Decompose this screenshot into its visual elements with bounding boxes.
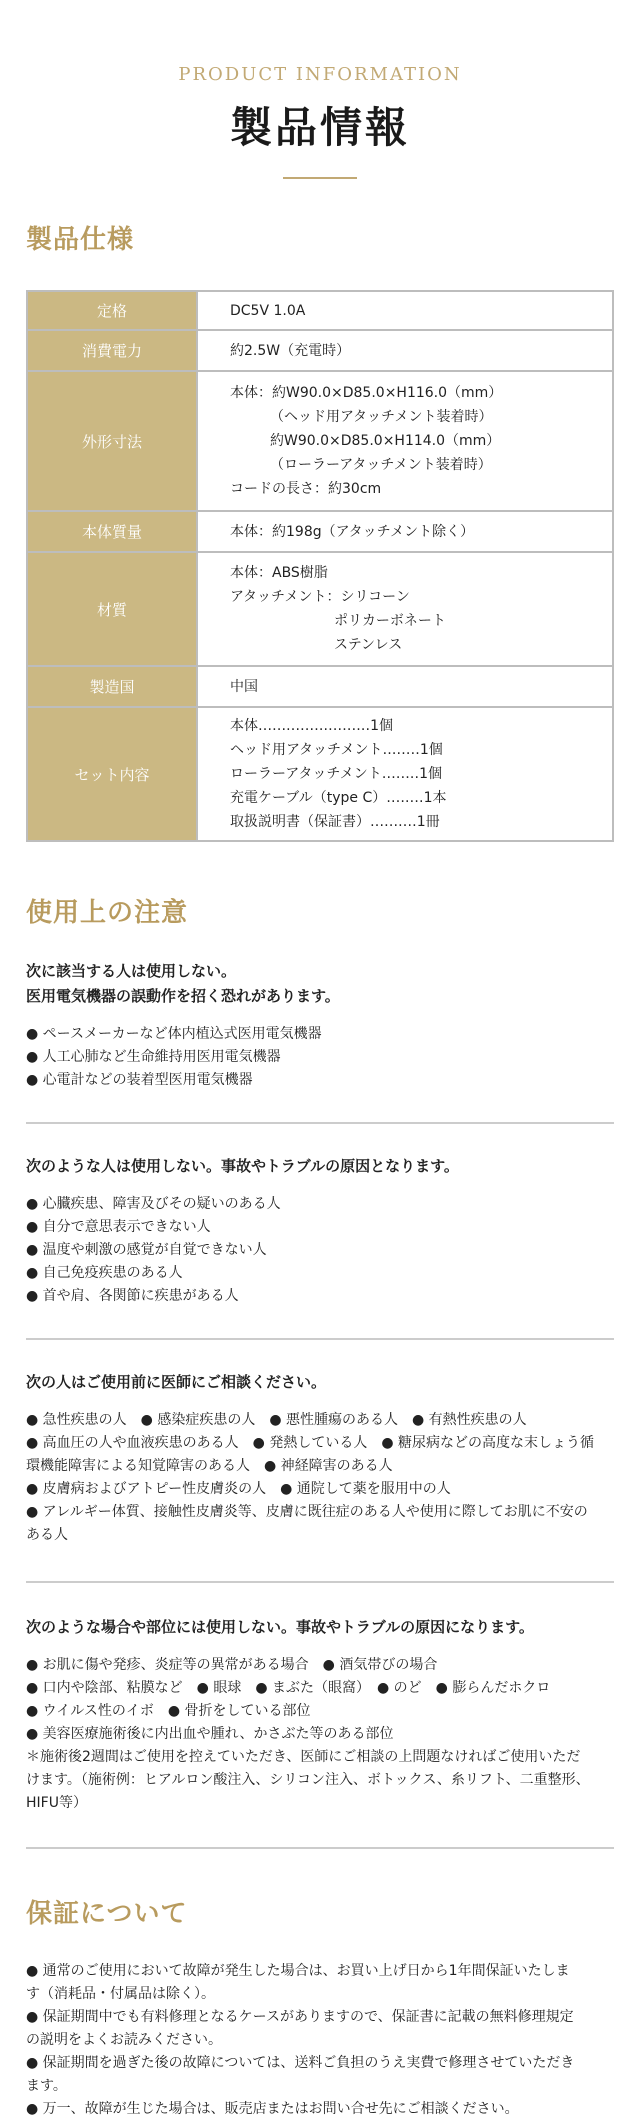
spec-line: 本体：ABS樹脂 — [230, 565, 328, 581]
list-item: ● 保証期間を過ぎた後の故障については、送料ご負担のうえ実費で修理させていただき — [26, 2055, 575, 2071]
spec-line: 本体‥‥‥‥‥‥‥‥‥‥‥‥1個 — [230, 718, 394, 734]
divider — [26, 1122, 614, 1124]
list-item: の説明をよくお読みください。 — [26, 2032, 222, 2048]
warranty-section-title: 保証について — [26, 1899, 188, 1929]
list-item: ● お肌に傷や発疹、炎症等の異常がある場合 ● 酒気帯びの場合 — [26, 1657, 438, 1673]
spec-value — [197, 707, 613, 841]
page-header — [26, 0, 614, 179]
list-item: ● 急性疾患の人 ● 感染症疾患の人 ● 悪性腫瘍のある人 ● 有熱性疾患の人 — [26, 1412, 527, 1428]
spec-table — [26, 290, 614, 842]
spec-label: 外形寸法 — [27, 371, 197, 511]
spec-line: 本体：約W90.0×D85.0×H116.0（mm） — [230, 385, 503, 401]
spec-line: 中国 — [230, 678, 258, 695]
list-item: ● 美容医療施術後に内出血や腫れ、かさぶた等のある部位 — [26, 1726, 394, 1742]
spec-label: セット内容 — [27, 707, 197, 841]
table-row — [27, 291, 613, 330]
table-row — [27, 707, 613, 841]
title-underline — [283, 177, 357, 179]
spec-line: アタッチメント：シリコーン — [230, 589, 410, 605]
list-item: ● 自己免疫疾患のある人 — [26, 1265, 183, 1281]
spec-value — [197, 330, 613, 371]
list-item: ● 保証期間中でも有料修理となるケースがありますので、保証書に記載の無料修理規定 — [26, 2009, 574, 2025]
table-row — [27, 371, 613, 511]
list-item: ＊施術後2週間はご使用を控えていただき、医師にご相談の上問題なければご使用いただ — [26, 1749, 581, 1765]
divider — [26, 1338, 614, 1340]
list-item: ● 自分で意思表示できない人 — [26, 1219, 211, 1235]
list-item: ● 人工心肺など生命維持用医用電気機器 — [26, 1049, 281, 1065]
spec-label: 定格 — [27, 291, 197, 330]
divider — [26, 1847, 614, 1849]
spec-line: 本体：約198g（アタッチメント除く） — [230, 523, 475, 540]
caution-list — [26, 1654, 614, 1815]
table-row — [27, 552, 613, 666]
list-item: ● 心臓疾患、障害及びその疑いのある人 — [26, 1196, 281, 1212]
warranty-list — [26, 1960, 614, 2121]
page-title: 製品情報 — [229, 103, 410, 152]
spec-line: 充電ケーブル（type C）‥‥‥‥1本 — [230, 790, 447, 806]
spec-value — [197, 371, 613, 511]
caution-list — [26, 1193, 614, 1308]
spec-label: 消費電力 — [27, 330, 197, 371]
list-item: ます。 — [26, 2078, 67, 2094]
list-item: ● 心電計などの装着型医用電気機器 — [26, 1072, 253, 1088]
caution-heading — [26, 959, 614, 1009]
spec-line: 約W90.0×D85.0×H114.0（mm） — [270, 433, 501, 449]
caution-list — [26, 1023, 614, 1092]
spec-line: DC5V 1.0A — [230, 302, 306, 319]
caution-heading — [26, 1615, 614, 1640]
spec-line: ローラーアタッチメント‥‥‥‥1個 — [230, 766, 443, 782]
caution-heading — [26, 1154, 614, 1179]
list-item: ● 高血圧の人や血液疾患のある人 ● 発熱している人 ● 糖尿病などの高度な末しょう循 — [26, 1435, 594, 1451]
caution-heading-line: 次のような場合や部位には使用しない。事故やトラブルの原因になります。 — [26, 1618, 534, 1636]
list-item: けます。（施術例：ヒアルロン酸注入、シリコン注入、ボトックス、糸リフト、二重整形、HIFU等） — [26, 1772, 590, 1811]
caution-section-title: 使用上の注意 — [26, 898, 189, 928]
caution-heading — [26, 1370, 614, 1395]
spec-line: ポリカーボネート — [334, 613, 446, 629]
caution-block — [26, 1370, 614, 1547]
caution-block — [26, 959, 614, 1092]
table-row — [27, 511, 613, 552]
header-english-title: PRODUCT INFORMATION — [178, 64, 462, 85]
spec-label: 製造国 — [27, 666, 197, 707]
list-item: ある人 — [26, 1527, 68, 1543]
divider — [26, 1581, 614, 1583]
table-row — [27, 666, 613, 707]
spec-section-title: 製品仕様 — [26, 225, 135, 255]
list-item: ● 首や肩、各関節に疾患がある人 — [26, 1288, 239, 1304]
list-item: ● アレルギー体質、接触性皮膚炎等、皮膚に既往症のある人や使用に際してお肌に不安の — [26, 1504, 588, 1520]
spec-value — [197, 666, 613, 707]
spec-line: コードの長さ：約30cm — [230, 481, 382, 497]
caution-block — [26, 1154, 614, 1308]
list-item: す（消耗品・付属品は除く）。 — [26, 1986, 215, 2002]
caution-heading-line: 次の人はご使用前に医師にご相談ください。 — [26, 1373, 327, 1391]
table-row — [27, 330, 613, 371]
caution-list — [26, 1409, 614, 1547]
list-item: ● 温度や刺激の感覚が自覚できない人 — [26, 1242, 267, 1258]
list-item: ● 通常のご使用において故障が発生した場合は、お買い上げ日から1年間保証いたしま — [26, 1963, 570, 1979]
caution-heading-line: 次に該当する人は使用しない。 — [26, 962, 237, 980]
spec-value — [197, 552, 613, 666]
spec-line: 約2.5W（充電時） — [230, 342, 351, 359]
caution-heading-line: 次のような人は使用しない。事故やトラブルの原因となります。 — [26, 1157, 459, 1175]
spec-line: 取扱説明書（保証書）‥‥‥‥‥1冊 — [230, 814, 440, 830]
caution-block — [26, 1615, 614, 1815]
spec-label: 材質 — [27, 552, 197, 666]
caution-heading-line: 医用電気機器の誤動作を招く恐れがあります。 — [26, 987, 340, 1005]
spec-value — [197, 291, 613, 330]
spec-line: ヘッド用アタッチメント‥‥‥‥1個 — [230, 742, 443, 758]
list-item: ● 皮膚病およびアトピー性皮膚炎の人 ● 通院して薬を服用中の人 — [26, 1481, 451, 1497]
spec-line: （ローラーアタッチメント装着時） — [270, 457, 492, 473]
spec-value — [197, 511, 613, 552]
spec-line: ステンレス — [334, 637, 403, 653]
list-item: ● 万一、故障が生じた場合は、販売店またはお問い合せ先にご相談ください。 — [26, 2101, 519, 2117]
list-item: ● ウイルス性のイボ ● 骨折をしている部位 — [26, 1703, 311, 1719]
spec-label: 本体質量 — [27, 511, 197, 552]
list-item: ● 口内や陰部、粘膜など ● 眼球 ● まぶた（眼窩） ● のど ● 膨らんだホクロ — [26, 1680, 551, 1696]
spec-line: （ヘッド用アタッチメント装着時） — [270, 409, 493, 425]
list-item: ● ペースメーカーなど体内植込式医用電気機器 — [26, 1026, 322, 1042]
list-item: 環機能障害による知覚障害のある人 ● 神経障害のある人 — [26, 1458, 393, 1474]
